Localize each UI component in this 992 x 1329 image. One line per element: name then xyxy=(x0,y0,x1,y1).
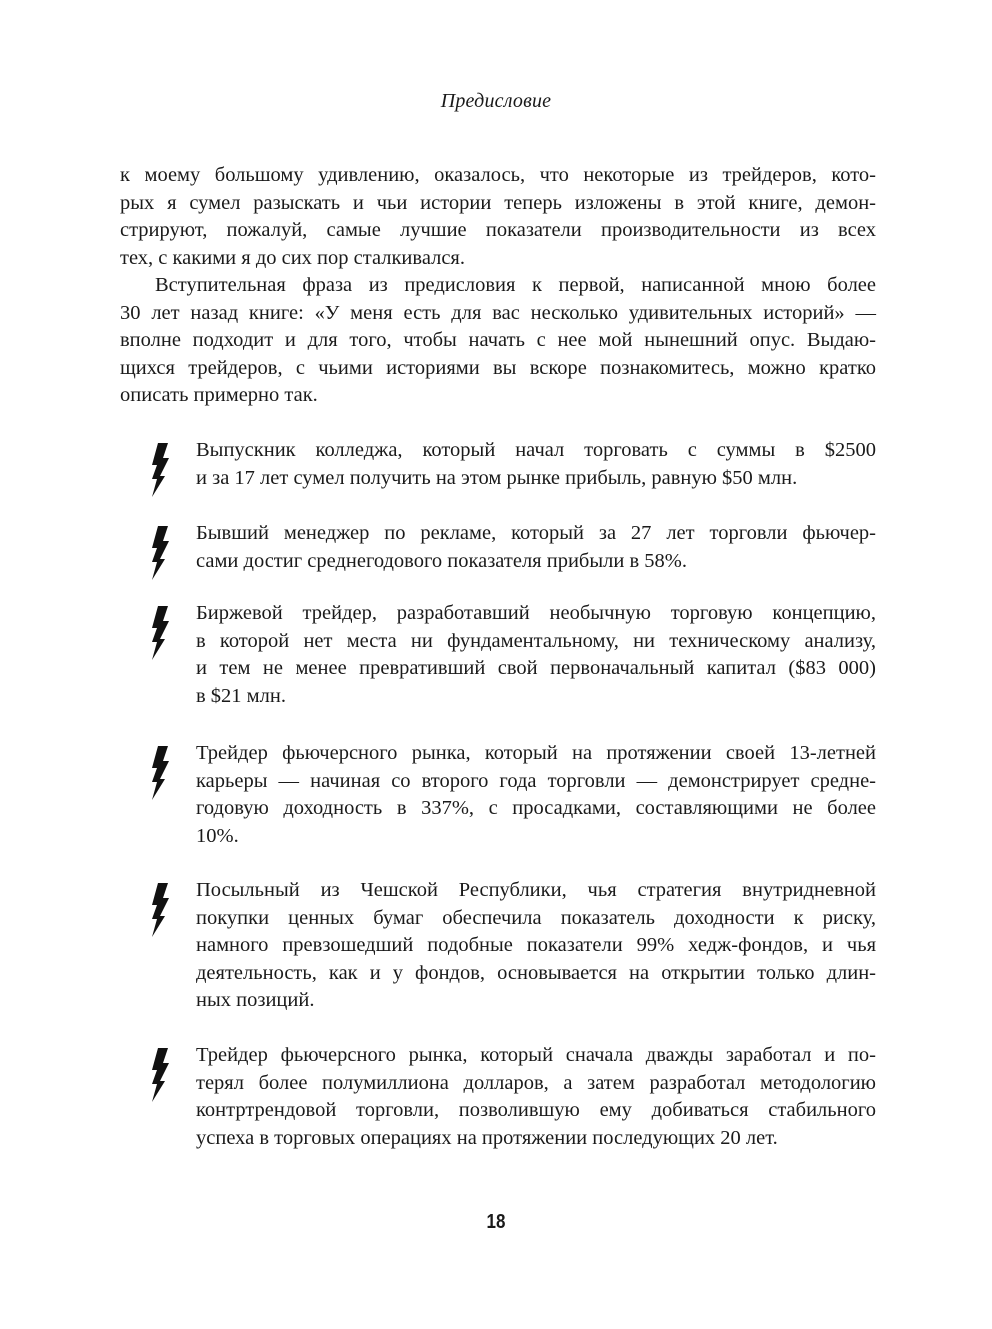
lightning-bolt-icon xyxy=(148,883,176,937)
text-line: Трейдер фьючерсного рынка, который на протяжении своей 13-летней xyxy=(196,742,876,764)
text-line: и за 17 лет сумел получить на этом рынке прибыль, равную $50 млн. xyxy=(196,466,798,489)
text-line: в которой нет места ни фундаментальному, ни техническому анализу, xyxy=(196,629,876,652)
text-line: Посыльный из Чешской Республики, чья стратегия внутридневной xyxy=(196,879,876,901)
text-line: Бывший менеджер по рекламе, который за 27 лет торговли фьючер- xyxy=(196,522,876,544)
text-line: стрируют, пожалуй, самые лучшие показатели производительности из всех xyxy=(120,219,876,242)
text-line: намного превзошедший подобные показатели 99% хедж-фондов, и чья xyxy=(196,934,876,957)
text-line: терял более полумиллиона долларов, а затем разработал методологию xyxy=(196,1071,876,1094)
text-line: щихся трейдеров, с чьими историями вы вскоре познакомитесь, можно кратко xyxy=(120,356,876,379)
paragraph-2 xyxy=(120,272,876,410)
text-line: деятельность, как и у фондов, основывается на открытии только длин- xyxy=(196,961,876,984)
lightning-bolt-icon xyxy=(148,526,176,580)
running-head: Предисловие xyxy=(440,90,552,112)
text-line: покупки ценных бумаг обеспечила показатель доходности к риску, xyxy=(196,906,876,929)
lightning-bolt-icon xyxy=(148,746,176,800)
text-line: 30 лет назад книге: «У меня есть для вас несколько удивительных историй» — xyxy=(120,301,876,324)
text-line: к моему большому удивлению, оказалось, что некоторые из трейдеров, кото- xyxy=(120,164,876,186)
text-line: годовую доходность в 337%, с просадками, составляющими не более xyxy=(196,797,876,820)
paragraph-1 xyxy=(120,162,876,272)
text-line: тех, с какими я до сих пор сталкивался. xyxy=(120,246,465,269)
text-line: рых я сумел разыскать и чьи истории теперь изложены в этой книге, демон- xyxy=(120,191,876,214)
text-line: описать примерно так. xyxy=(120,384,318,407)
lightning-bolt-icon xyxy=(148,443,176,497)
text-line: сами достиг среднегодового показателя прибыли в 58%. xyxy=(196,549,687,572)
lightning-bolt-icon xyxy=(148,1048,176,1102)
text-line: в $21 млн. xyxy=(196,684,286,707)
text-line: Вступительная фраза из предисловия к первой, написанной мною более xyxy=(155,274,876,296)
text-line: Выпускник колледжа, который начал торговать с суммы в $2500 xyxy=(196,439,876,461)
bullet-text xyxy=(196,437,876,492)
bullet-text xyxy=(196,740,876,850)
text-line: 10%. xyxy=(196,824,239,847)
text-line: карьеры — начиная со второго года торговли — демонстрирует средне- xyxy=(196,769,876,792)
bullet-text xyxy=(196,877,876,1015)
lightning-bolt-icon xyxy=(148,606,176,660)
text-line: контртрендовой торговли, позволившую ему добиваться стабильного xyxy=(196,1099,876,1122)
bullet-text xyxy=(196,600,876,710)
text-line: вполне подходит и для того, чтобы начать с нее мой нынешний опус. Выдаю- xyxy=(120,329,876,352)
text-line: Биржевой трейдер, разработавший необычную торговую концепцию, xyxy=(196,602,876,624)
text-line: успеха в торговых операциях на протяжении последующих 20 лет. xyxy=(196,1126,778,1149)
text-line: и тем не менее превративший свой первоначальный капитал ($83 000) xyxy=(196,657,876,680)
bullet-text xyxy=(196,520,876,575)
page-number: 18 xyxy=(486,1211,506,1233)
text-line: Трейдер фьючерсного рынка, который сначала дважды заработал и по- xyxy=(196,1044,876,1066)
text-line: ных позиций. xyxy=(196,989,315,1012)
bullet-text xyxy=(196,1042,876,1152)
